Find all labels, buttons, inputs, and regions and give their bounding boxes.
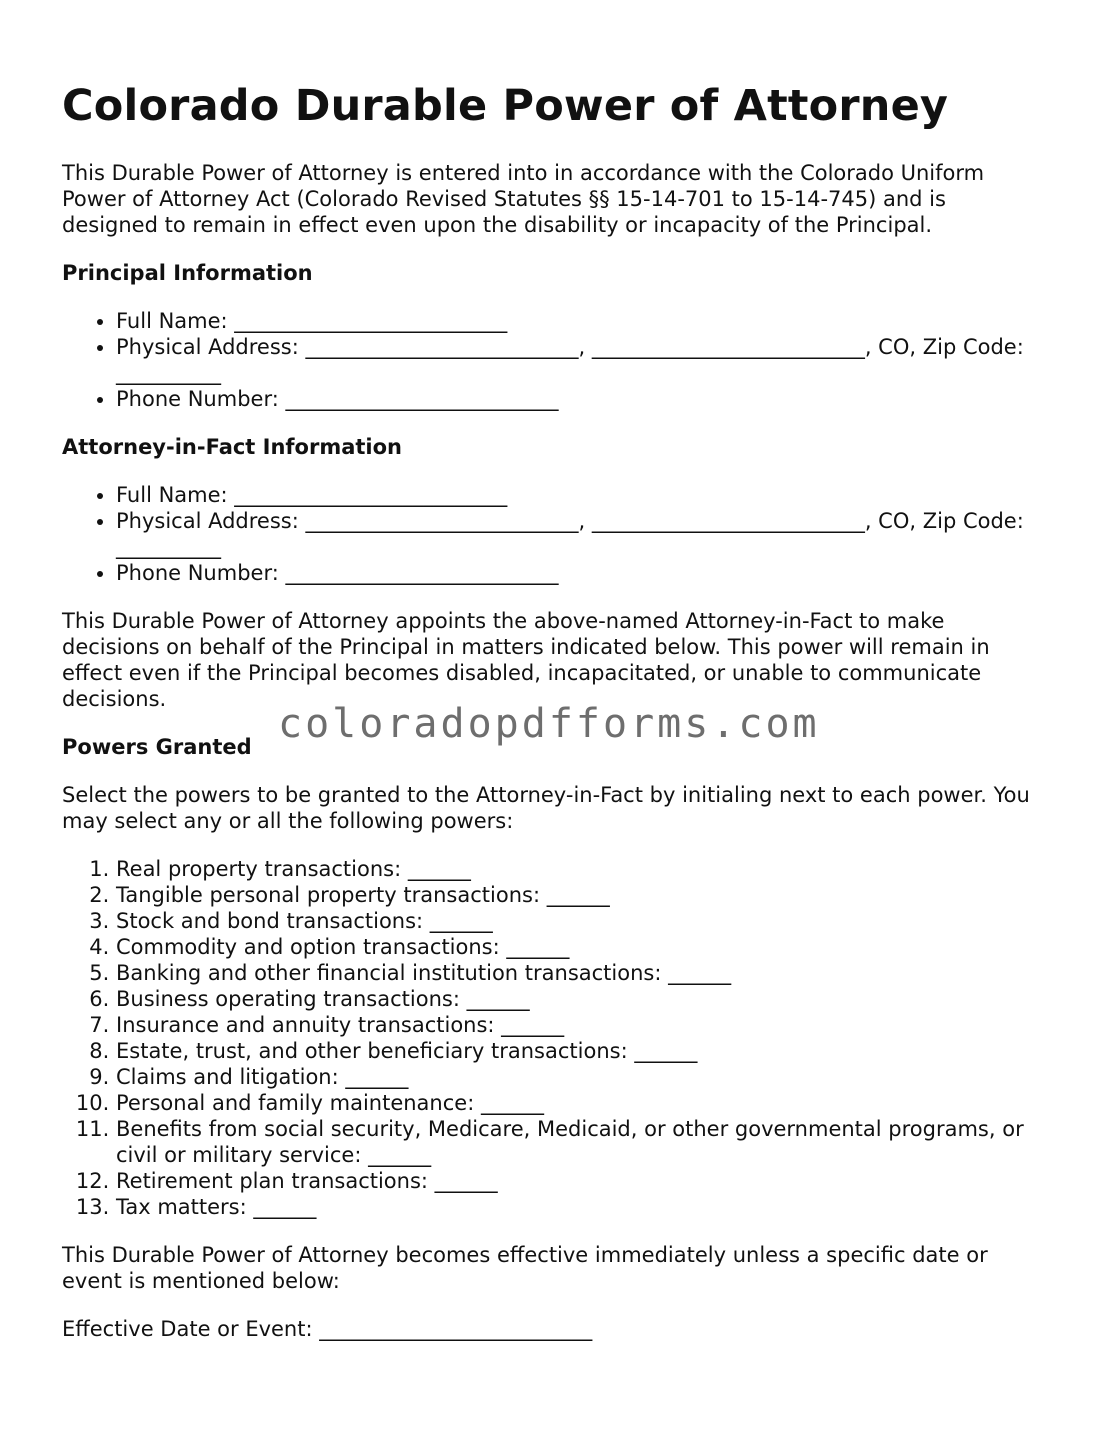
- watermark-text: coloradopdfforms.com: [278, 701, 820, 747]
- powers-instructions: Select the powers to be granted to the Attorney-in-Fact by initialing next to each power. You may select any or all the following powers:: [62, 783, 1030, 833]
- principal-list: [62, 308, 1047, 412]
- power-item: 1. Real property transactions: ______: [116, 856, 1047, 882]
- powers-heading: Powers Granted: [62, 735, 252, 759]
- attorney-full-name: • Full Name: __________________________: [116, 482, 1047, 508]
- power-item: 5. Banking and other financial institution transactions: ______: [116, 960, 1047, 986]
- principal-phone: • Phone Number: __________________________: [116, 386, 1047, 412]
- power-item: 12. Retirement plan transactions: ______: [116, 1168, 1047, 1194]
- intro-paragraph: This Durable Power of Attorney is entered into in accordance with the Colorado Uniform Power of Attorney Act (Colorado Revised Statutes §§ 15-14-701 to 15-14-745) and is designed to remain in effect even upon the disability or incapacity of the Principal.: [62, 161, 985, 237]
- power-item: 8. Estate, trust, and other beneficiary transactions: ______: [116, 1038, 1047, 1064]
- attorney-address: • Physical Address: __________________________, __________________________, CO, Zip Code: __________: [116, 508, 1047, 560]
- effective-date-line: Effective Date or Event: __________________________: [62, 1317, 593, 1341]
- principal-full-name: • Full Name: __________________________: [116, 308, 1047, 334]
- power-item: 2. Tangible personal property transactions: ______: [116, 882, 1047, 908]
- power-item: 3. Stock and bond transactions: ______: [116, 908, 1047, 934]
- power-item: 10. Personal and family maintenance: ______: [116, 1090, 1047, 1116]
- power-item: 13. Tax matters: ______: [116, 1194, 1047, 1220]
- attorney-heading: Attorney-in-Fact Information: [62, 435, 403, 459]
- power-item: 9. Claims and litigation: ______: [116, 1064, 1047, 1090]
- principal-heading: Principal Information: [62, 261, 313, 285]
- principal-address: • Physical Address: __________________________, __________________________, CO, Zip Code: __________: [116, 334, 1047, 386]
- power-item: 6. Business operating transactions: ______: [116, 986, 1047, 1012]
- attorney-list: [62, 482, 1047, 586]
- document-title: Colorado Durable Power of Attorney: [62, 81, 949, 131]
- power-item: 7. Insurance and annuity transactions: ______: [116, 1012, 1047, 1038]
- power-item: 4. Commodity and option transactions: ______: [116, 934, 1047, 960]
- appointment-paragraph: This Durable Power of Attorney appoints the above-named Attorney-in-Fact to make decisions on behalf of the Principal in matters indicated below. This power will remain in effect even if the Principal becomes disabled, incapacitated, or unable to communicate decisions.: [62, 609, 990, 711]
- attorney-phone: • Phone Number: __________________________: [116, 560, 1047, 586]
- effective-paragraph: This Durable Power of Attorney becomes effective immediately unless a specific date or event is mentioned below:: [62, 1243, 988, 1293]
- power-item: 11. Benefits from social security, Medicare, Medicaid, or other governmental programs, or civil or military service: ______: [116, 1116, 1047, 1168]
- powers-list: [62, 856, 1047, 1220]
- document-page: [62, 0, 1047, 1342]
